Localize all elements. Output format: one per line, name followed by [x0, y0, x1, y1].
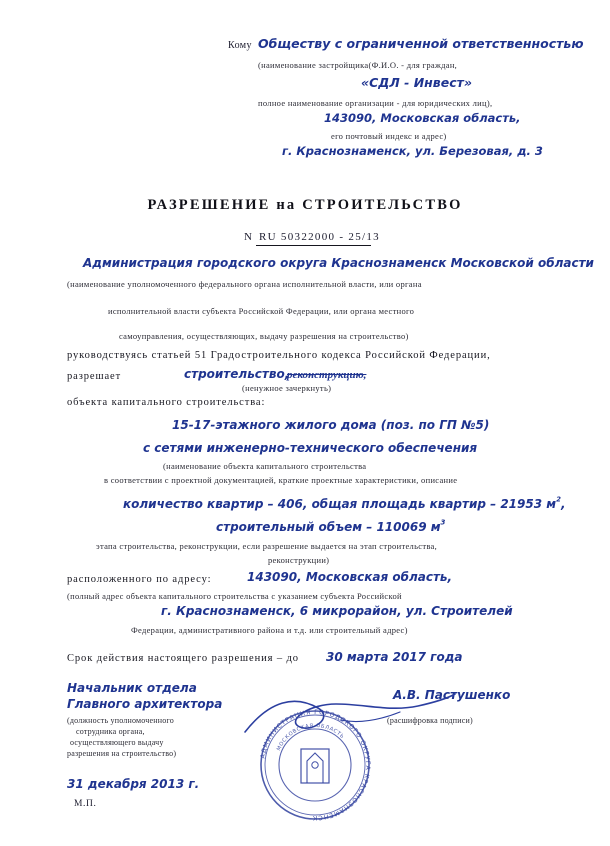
permits-struck-option: реконструкцию,: [287, 369, 367, 381]
note-authority-1: (наименование уполномоченного федерального органа исполнительной власти, или органа: [67, 279, 422, 289]
permits-label: разрешает: [67, 371, 122, 382]
signer-name: А.В. Пастушенко: [393, 688, 511, 702]
location-label: расположенного по адресу:: [67, 574, 212, 585]
official-round-seal: [255, 705, 375, 825]
note-post-2: сотрудника органа,: [76, 727, 145, 736]
document-number-value: RU 50322000 - 25/13: [259, 231, 380, 243]
specs-line-2: [216, 518, 445, 536]
svg-text:МОСКОВСКАЯ ОБЛАСТЬ: МОСКОВСКАЯ ОБЛАСТЬ: [275, 722, 346, 752]
number-underline: [256, 245, 371, 246]
note-cross-out: (ненужное зачеркнуть): [242, 383, 332, 393]
authority-name: Администрация городского округа Краснознаменск Московской области: [83, 256, 594, 270]
location-value-1: 143090, Московская область,: [247, 570, 453, 584]
specs-line-1-text: количество квартир – 406, общая площадь квартир – 21953 м: [123, 497, 557, 511]
addressee-postal-index: 143090, Московская область,: [324, 111, 521, 125]
note-stage-1: этапа строительства, реконструкции, если разрешение выдается на этап строительства,: [96, 541, 438, 551]
signing-date: 31 декабря 2013 г.: [67, 777, 200, 791]
note-post-1: (должность уполномоченного: [67, 716, 174, 725]
addressee-label: Кому: [228, 40, 252, 51]
permits-value: строительство,: [184, 367, 290, 381]
addressee-street: г. Краснознаменск, ул. Березовая, д. 3: [282, 144, 543, 158]
note-post-4: разрешения на строительство): [67, 749, 177, 758]
addressee-company-short: «СДЛ - Инвест»: [361, 75, 472, 90]
specs-line-2-superscript: 3: [440, 518, 446, 527]
signer-post-line-2: Главного архитектора: [67, 697, 223, 711]
note-signature-decoding: (расшифровка подписи): [387, 716, 473, 725]
validity-value: 30 марта 2017 года: [326, 650, 463, 664]
location-value-2: г. Краснознаменск, 6 микрорайон, ул. Строителей: [161, 604, 513, 618]
object-label: объекта капитального строительства:: [67, 397, 266, 408]
seal-label: М.П.: [74, 799, 97, 809]
document-number-prefix: N: [244, 231, 254, 243]
note-authority-2: исполнительной власти субъекта Российской Федерации, или органа местного: [108, 306, 415, 316]
note-developer-name: (наименование застройщика(Ф.И.О. - для граждан,: [258, 60, 458, 70]
specs-line-1-tail: ,: [560, 497, 566, 511]
page-title: РАЗРЕШЕНИЕ на СТРОИТЕЛЬСТВО: [147, 197, 463, 213]
object-value-line-1: 15-17-этажного жилого дома (поз. по ГП №5): [172, 418, 490, 432]
note-post-3: осуществляющего выдачу: [70, 738, 164, 747]
object-value-line-2: с сетями инженерно-технического обеспечения: [143, 441, 478, 455]
svg-text:АДМИНИСТРАЦИЯ ГОРОДСКОГО ОКРУГ: АДМИНИСТРАЦИЯ ГОРОДСКОГО ОКРУГА КРАСНОЗНАМЕНСК: [259, 708, 372, 822]
note-location-2: Федерации, административного района и т.д. или строительный адрес): [131, 625, 408, 635]
note-stage-2: реконструкции): [268, 555, 330, 565]
note-object-2: в соответствии с проектной документацией, краткие проектные характеристики, описание: [104, 475, 458, 485]
note-postal-address: его почтовый индекс и адрес): [331, 131, 447, 141]
note-object-1: (наименование объекта капитального строительства: [163, 461, 367, 471]
note-authority-3: самоуправления, осуществляющих, выдачу разрешения на строительство): [119, 331, 409, 341]
addressee-company-name: Обществу с ограниченной ответственностью: [258, 36, 584, 51]
specs-line-1-superscript: 2: [556, 495, 561, 504]
article-reference-line: руководствуясь статьей 51 Градостроительного кодекса Российской Федерации,: [67, 350, 491, 361]
specs-line-2-text: строительный объем – 110069 м: [216, 520, 441, 534]
note-organization: полное наименование организации - для юридических лиц),: [258, 98, 493, 108]
validity-label: Срок действия настоящего разрешения – до: [67, 653, 299, 664]
signer-post-line-1: Начальник отдела: [67, 681, 197, 695]
note-location-1: (полный адрес объекта капитального строительства с указанием субъекта Российской: [67, 591, 402, 601]
specs-line-1: [123, 495, 566, 513]
